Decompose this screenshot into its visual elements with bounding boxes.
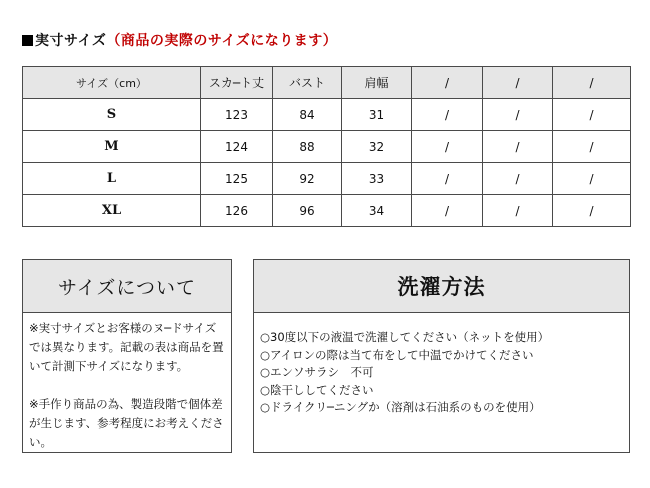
section-heading-note: （商品の実際のサイズになります）: [106, 33, 338, 49]
skirt-length-cell: 123: [201, 99, 273, 131]
blank-cell: /: [412, 163, 483, 195]
size-notes-title: サイズについて: [23, 260, 231, 313]
column-header-blank-1: /: [412, 67, 483, 99]
column-header-blank-2: /: [483, 67, 553, 99]
skirt-length-cell: 124: [201, 131, 273, 163]
size-notes-paragraph: ※手作り商品の為、製造段階で個体差が生じます、参考程度にお考えください。: [29, 397, 224, 449]
size-row-m: [23, 131, 631, 163]
blank-cell: /: [483, 163, 553, 195]
washing-instructions-title: 洗濯方法: [254, 260, 629, 313]
blank-cell: /: [483, 195, 553, 227]
blank-cell: /: [412, 99, 483, 131]
section-heading-label: 実寸サイズ: [35, 33, 107, 49]
shoulder-width-cell: 31: [342, 99, 412, 131]
size-row-s: [23, 99, 631, 131]
size-cell: M: [23, 131, 201, 163]
blank-cell: /: [483, 131, 553, 163]
size-table: [22, 66, 631, 227]
size-notes-paragraph: ※実寸サイズとお客様のヌ─ドサイズでは異なります。記載の表は商品を置いて計測下サイズになります。: [29, 321, 224, 373]
section-heading: [22, 30, 337, 50]
column-header-blank-3: /: [553, 67, 631, 99]
bust-cell: 88: [273, 131, 342, 163]
washing-instructions-list: [254, 313, 629, 417]
bust-cell: 92: [273, 163, 342, 195]
size-row-l: [23, 163, 631, 195]
washing-instruction-item: ○アイロンの際は当て布をして中温でかけてください: [260, 347, 534, 362]
shoulder-width-cell: 32: [342, 131, 412, 163]
size-row-xl: [23, 195, 631, 227]
washing-instruction-item: ○陰干ししてください: [260, 382, 374, 397]
skirt-length-cell: 126: [201, 195, 273, 227]
washing-instruction-item: ○ドライクリ─ニングか（溶剤は石油系のものを使用）: [260, 400, 541, 414]
shoulder-width-cell: 34: [342, 195, 412, 227]
shoulder-width-cell: 33: [342, 163, 412, 195]
blank-cell: /: [483, 99, 553, 131]
blank-cell: /: [553, 163, 631, 195]
size-cell: S: [23, 99, 201, 131]
size-notes-body: [23, 313, 231, 452]
column-header-skirt-length: スカ─ト丈: [201, 67, 273, 99]
size-cell: XL: [23, 195, 201, 227]
skirt-length-cell: 125: [201, 163, 273, 195]
size-notes-panel: [22, 259, 232, 453]
washing-instruction-item: ○30度以下の液温で洗濯してください（ネットを使用）: [260, 330, 550, 344]
column-header-bust: バスト: [273, 67, 342, 99]
blank-cell: /: [412, 131, 483, 163]
blank-cell: /: [553, 131, 631, 163]
column-header-shoulder-width: 肩幅: [342, 67, 412, 99]
blank-cell: /: [553, 195, 631, 227]
column-header-size: サイズ（cm）: [23, 67, 201, 99]
square-bullet-icon: [22, 35, 33, 46]
bust-cell: 96: [273, 195, 342, 227]
blank-cell: /: [553, 99, 631, 131]
washing-instruction-item: ○エンソサラシ 不可: [260, 365, 374, 379]
bust-cell: 84: [273, 99, 342, 131]
blank-cell: /: [412, 195, 483, 227]
washing-instructions-panel: [253, 259, 630, 453]
size-table-header-row: [23, 67, 631, 99]
size-cell: L: [23, 163, 201, 195]
